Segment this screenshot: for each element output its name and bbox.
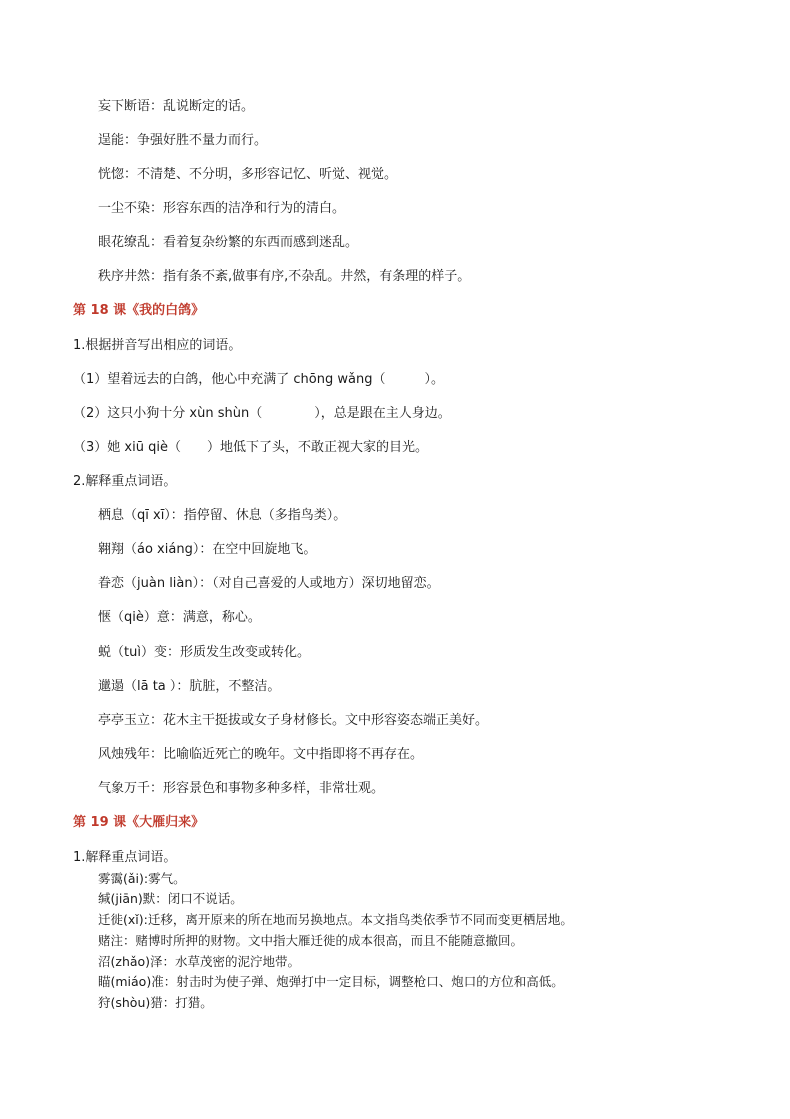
definition-line: 秩序井然：指有条不紊,做事有序,不杂乱。井然，有条理的样子。 — [98, 269, 471, 284]
definition-line: 恍惚：不清楚、不分明，多形容记忆、听觉、视觉。 — [98, 167, 398, 182]
vocab-definition: 翱翔（áo xiáng）：在空中回旋地飞。 — [98, 542, 317, 557]
vocab-definition: 瞄(miáo)准：射击时为使子弹、炮弹打中一定目标，调整枪口、炮口的方位和高低。 — [98, 974, 564, 989]
fill-in-item: （1）望着远去的白鸽，他心中充满了 chōng wǎng（ ）。 — [73, 372, 444, 387]
vocab-definition: 缄(jiān)默：闭口不说话。 — [98, 891, 243, 906]
vocab-definition: 沼(zhǎo)泽：水草茂密的泥泞地带。 — [98, 954, 301, 969]
vocab-definition: 蜕（tuì）变：形质发生改变或转化。 — [98, 645, 310, 660]
lesson-18-heading: 第 18 课《我的白鸽》 — [73, 303, 205, 318]
vocab-definition: 狩(shòu)猎：打猎。 — [98, 995, 213, 1010]
definition-line: 眼花缭乱：看着复杂纷繁的东西而感到迷乱。 — [98, 235, 359, 250]
definition-line: 妄下断语：乱说断定的话。 — [98, 99, 255, 114]
question-1-heading: 1.解释重点词语。 — [73, 850, 177, 865]
fill-in-item: （2）这只小狗十分 xùn shùn（ ），总是跟在主人身边。 — [73, 406, 451, 421]
vocab-definition: 风烛残年：比喻临近死亡的晚年。文中指即将不再存在。 — [98, 747, 424, 762]
question-2-heading: 2.解释重点词语。 — [73, 474, 177, 489]
vocab-definition: 栖息（qī xī）：指停留、休息（多指鸟类）。 — [98, 508, 347, 523]
vocab-definition: 雾霭(ǎi):雾气。 — [98, 871, 186, 886]
definition-line: 一尘不染：形容东西的洁净和行为的清白。 — [98, 201, 346, 216]
definition-line: 逞能：争强好胜不量力而行。 — [98, 133, 268, 148]
vocab-definition: 赌注：赌博时所押的财物。文中指大雁迁徙的成本很高，而且不能随意撤回。 — [98, 933, 524, 948]
vocab-definition: 眷恋（juàn liàn）：（对自己喜爱的人或地方）深切地留恋。 — [98, 576, 440, 591]
vocab-definition: 惬（qiè）意：满意，称心。 — [98, 610, 261, 625]
vocab-definition: 亭亭玉立：花木主干挺拔或女子身材修长。文中形容姿态端正美好。 — [98, 713, 489, 728]
fill-in-item: （3）她 xiū qiè（ ）地低下了头，不敢正视大家的目光。 — [73, 440, 428, 455]
vocab-definition: 邋遢（lā ta ）：肮脏，不整洁。 — [98, 679, 281, 694]
lesson-19-heading: 第 19 课《大雁归来》 — [73, 815, 205, 830]
question-1-heading: 1.根据拼音写出相应的词语。 — [73, 338, 242, 353]
vocab-definition: 迁徙(xǐ):迁移，离开原来的所在地而另换地点。本文指鸟类依季节不同而变更栖居地。 — [98, 912, 573, 927]
vocab-definition: 气象万千：形容景色和事物多种多样，非常壮观。 — [98, 781, 385, 796]
